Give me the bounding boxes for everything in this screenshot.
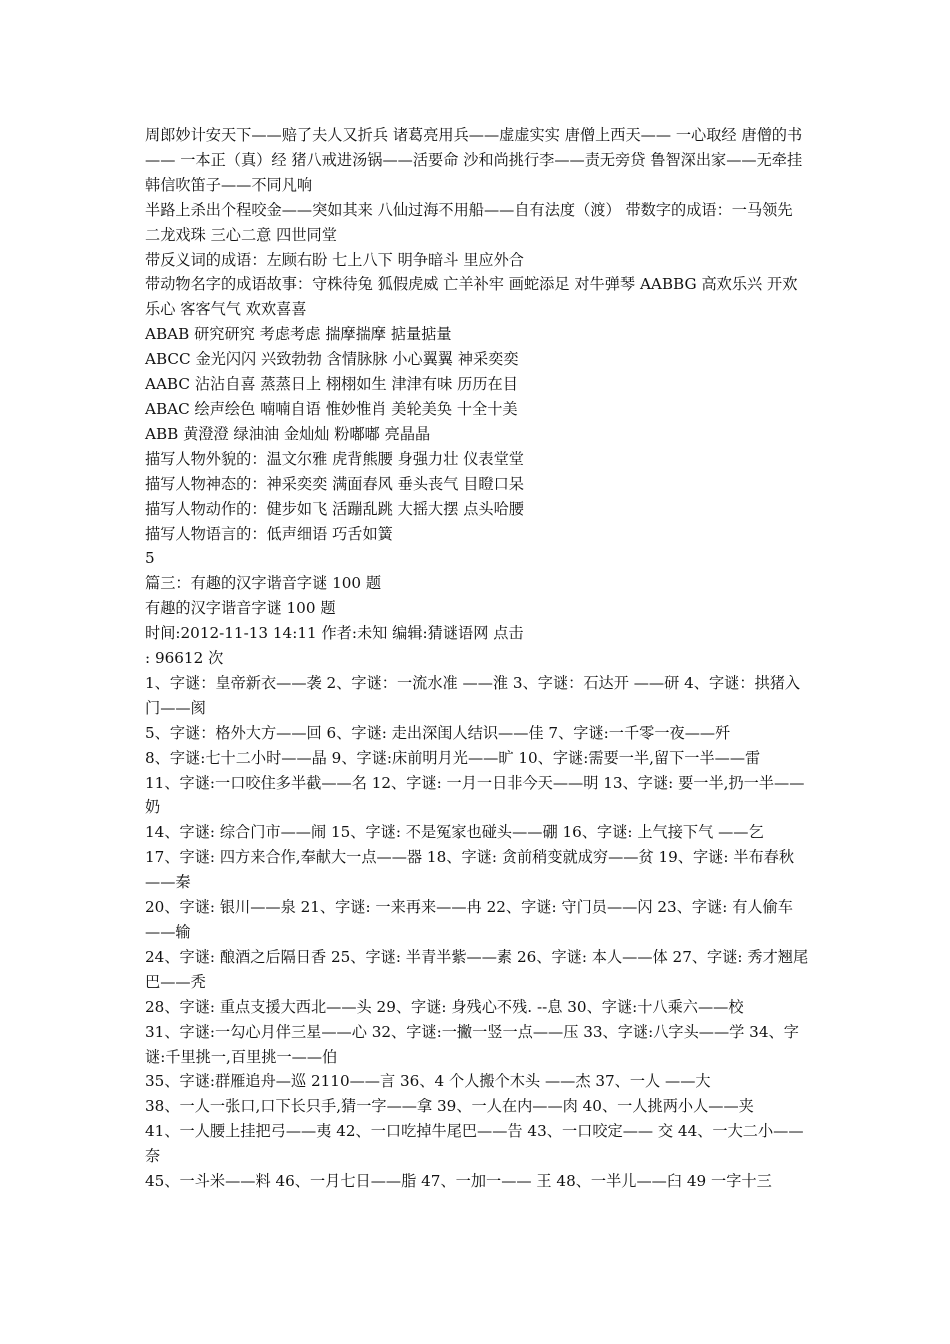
paragraph: 38、一人一张口,口下长只手,猜一字——拿 39、一人在内——肉 40、一人挑两小人——夹 [145, 1097, 754, 1116]
paragraph: AABC 沾沾自喜 蒸蒸日上 栩栩如生 津津有味 历历在目 [145, 375, 518, 394]
paragraph: 周郎妙计安天下——赔了夫人又折兵 诸葛亮用兵——虚虚实实 唐僧上西天—— 一心取经 唐僧的书—— 一本正（真）经 猪八戒进汤锅——活要命 沙和尚挑行李——责无旁贷 鲁智深出家——无牵挂 韩信吹笛子——不同凡响 [145, 126, 803, 194]
paragraph: 20、字谜: 银川——泉 21、字谜: 一来再来——冉 22、字谜: 守门员——闪 23、字谜: 有人偷车——输 [145, 898, 793, 941]
paragraph: 有趣的汉字谐音字谜 100 题 [145, 599, 336, 618]
paragraph: 31、字谜:一勾心月伴三星——心 32、字谜:一撇一竖一点——压 33、字谜:八字头——学 34、字谜:千里挑一,百里挑一——伯 [145, 1022, 799, 1066]
paragraph: 24、字谜: 酿酒之后隔日香 25、字谜: 半青半紫——素 26、字谜: 本人——体 27、字谜: 秀才翘尾巴——秃 [145, 947, 809, 991]
paragraph: 41、一人腰上挂把弓——夷 42、一口吃掉牛尾巴——告 43、一口咬定—— 交 44、一大二小——奈 [145, 1122, 804, 1166]
paragraph: ABAC 绘声绘色 喃喃自语 惟妙惟肖 美轮美奂 十全十美 [145, 399, 518, 418]
paragraph: 描写人物语言的：低声细语 巧舌如簧 [145, 524, 393, 543]
paragraph: 篇三：有趣的汉字谐音字谜 100 题 [145, 574, 382, 593]
paragraph: 描写人物动作的：健步如飞 活蹦乱跳 大摇大摆 点头哈腰 [145, 499, 524, 518]
paragraph: 8、字谜:七十二小时——晶 9、字谜:床前明月光——旷 10、字谜:需要一半,留下一半——雷 [145, 748, 761, 767]
paragraph: 28、字谜: 重点支援大西北——头 29、字谜: 身残心不残. --息 30、字谜:十八乘六——校 [145, 997, 744, 1016]
paragraph: ABAB 研究研究 考虑考虑 揣摩揣摩 掂量掂量 [145, 325, 452, 344]
paragraph: 带反义词的成语：左顾右盼 七上八下 明争暗斗 里应外合 [145, 250, 524, 269]
paragraph: 时间:2012-11-13 14:11 作者:未知 编辑:猜谜语网 点击 [145, 624, 524, 643]
paragraph: 5 [145, 549, 155, 568]
paragraph: 14、字谜: 综合门市——闹 15、字谜: 不是冤家也碰头——硼 16、字谜: 上气接下气 ——乞 [145, 823, 764, 842]
paragraph: ABB 黄澄澄 绿油油 金灿灿 粉嘟嘟 亮晶晶 [145, 424, 431, 443]
paragraph: 半路上杀出个程咬金——突如其来 八仙过海不用船——自有法度（渡） 带数字的成语：一马领先 二龙戏珠 三心二意 四世同堂 [145, 200, 793, 244]
paragraph: : 96612 次 [145, 649, 224, 668]
paragraph: ABCC 金光闪闪 兴致勃勃 含情脉脉 小心翼翼 神采奕奕 [145, 350, 519, 369]
document-body [145, 123, 810, 1194]
paragraph: 17、字谜: 四方来合作,奉献大一点——器 18、字谜: 贪前稍变就成穷——贫 19、字谜: 半布春秋——秦 [145, 848, 795, 892]
paragraph: 35、字谜:群雁追舟—巡 2110——言 36、4 个人搬个木头 ——杰 37、一人 ——大 [145, 1072, 711, 1091]
paragraph: 45、一斗米——料 46、一月七日——脂 47、一加一—— 王 48、一半儿——臼 49 一字十三 [145, 1172, 772, 1191]
paragraph: 5、字谜：格外大方——回 6、字谜: 走出深闺人结识——佳 7、字谜:一千零一夜——歼 [145, 723, 731, 742]
paragraph: 描写人物神态的：神采奕奕 满面春风 垂头丧气 目瞪口呆 [145, 474, 524, 493]
paragraph: 描写人物外貌的：温文尔雅 虎背熊腰 身强力壮 仪表堂堂 [145, 449, 524, 468]
paragraph: 1、字谜：皇帝新衣——袭 2、字谜：一流水准 ——淮 3、字谜：石达开 ——研 4、字谜：拱猪入门——阂 [145, 673, 801, 717]
paragraph: 带动物名字的成语故事：守株待兔 狐假虎威 亡羊补牢 画蛇添足 对牛弹琴 AABBG 高欢乐兴 开欢乐心 客客气气 欢欢喜喜 [145, 275, 798, 319]
paragraph: 11、字谜:一口咬住多半截——名 12、字谜: 一月一日非今天——明 13、字谜: 要一半,扔一半——奶 [145, 773, 805, 817]
